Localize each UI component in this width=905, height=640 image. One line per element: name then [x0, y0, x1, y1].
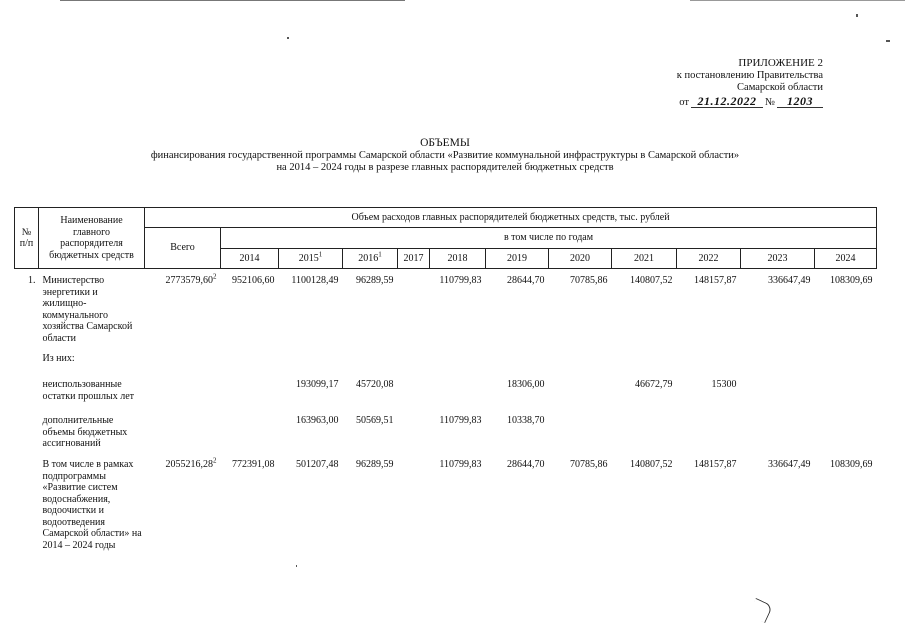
- cell-2024: [815, 345, 877, 376]
- footnote-mark: 2: [213, 272, 217, 281]
- cell-2020: 70785,86: [570, 459, 608, 470]
- cell-2022: [677, 411, 741, 455]
- cell-2018: [430, 345, 486, 376]
- row-num: [15, 376, 39, 411]
- cell-2022: 148157,87: [694, 275, 737, 286]
- row-total: 2773579,60$^2$: [165, 272, 217, 286]
- from-label: от: [679, 96, 689, 108]
- year-label: 2016: [358, 252, 379, 264]
- cell-2014: [221, 345, 279, 376]
- year-label: 2014: [239, 252, 260, 264]
- cell-2020: [549, 345, 612, 376]
- row-name: дополнительные объемы бюджетных ассигнований: [42, 415, 128, 449]
- scan-speck: [886, 40, 890, 42]
- cell-2018: 110799,83: [439, 459, 482, 470]
- handwritten-date: 21.12.2022: [691, 95, 763, 109]
- header-year-2021: [612, 249, 677, 269]
- cell-2014: 772391,08: [232, 459, 275, 470]
- header-year-2018: [430, 249, 486, 269]
- header-year-2024: [815, 249, 877, 269]
- cell-2021: 140807,52: [630, 459, 673, 470]
- header-year-2014: [221, 249, 279, 269]
- header-year-2022: [677, 249, 741, 269]
- scan-edge-line: [690, 0, 905, 1]
- table-header-row: [15, 208, 877, 228]
- cell-2024: [815, 411, 877, 455]
- table-body: [15, 269, 877, 570]
- year-label: 2017: [403, 252, 424, 264]
- table-row: [15, 455, 877, 569]
- year-label: 2015: [298, 252, 319, 264]
- table-row: [15, 269, 877, 346]
- scan-speck: [856, 14, 858, 17]
- year-label: 2019: [507, 252, 527, 264]
- year-label: 2018: [447, 252, 468, 264]
- row-num: [15, 411, 39, 455]
- header-year-2023: [741, 249, 815, 269]
- cell-2017: [398, 269, 430, 346]
- cell-2023: 336647,49: [768, 459, 811, 470]
- footnote-mark: 1: [378, 250, 382, 259]
- year-label: 2020: [570, 252, 590, 264]
- number-label: №: [764, 96, 775, 108]
- row-name: Министерство энергетики и жилищно-коммунального хозяйства Самарской области: [42, 275, 133, 344]
- appendix-block: [603, 57, 823, 109]
- cell-2023: 336647,49: [768, 275, 811, 286]
- financing-table: [14, 207, 877, 569]
- header-year-2017: [398, 249, 430, 269]
- table-row: [15, 345, 877, 376]
- cell-2024: 108309,69: [830, 459, 873, 470]
- cell-2017: [398, 376, 430, 411]
- row-total: 2055216,28$^2$: [165, 456, 217, 470]
- cell-2015: 163963,00: [296, 415, 339, 426]
- year-label: 2023: [767, 252, 788, 264]
- cell-2019: 28644,70: [507, 275, 545, 286]
- cell-2019: 28644,70: [507, 459, 545, 470]
- cell-2014: [221, 411, 279, 455]
- cell-2023: [741, 411, 815, 455]
- footnote-mark: 1: [318, 250, 323, 259]
- header-year-2019: [486, 249, 549, 269]
- heading-line: финансирования государственной программы Самарской области «Развитие коммунальной инфраструктуры в Самарской области»: [150, 149, 740, 161]
- cell-2024: 108309,69: [830, 275, 873, 286]
- cell-2021: [612, 345, 677, 376]
- appendix-title: ПРИЛОЖЕНИЕ 2: [738, 57, 823, 69]
- cell-2017: [398, 345, 430, 376]
- header-volume: Объем расходов главных распорядителей бюджетных средств, тыс. рублей: [145, 208, 877, 228]
- cell-2016: 45720,08: [356, 379, 394, 390]
- cell-2015: 193099,17: [296, 379, 339, 390]
- row-total: [145, 376, 221, 411]
- year-label: 2022: [698, 252, 719, 264]
- cell-2018: 110799,83: [439, 275, 482, 286]
- pen-mark: [748, 598, 773, 623]
- year-label: 2024: [835, 252, 856, 264]
- cell-2017: [398, 455, 430, 569]
- scan-speck: [296, 565, 297, 567]
- cell-2023: [741, 345, 815, 376]
- cell-2021: [612, 411, 677, 455]
- cell-2015: 501207,48: [296, 459, 339, 470]
- heading-line: на 2014 – 2024 годы в разрезе главных распорядителей бюджетных средств: [276, 162, 614, 173]
- appendix-line: к постановлению Правительства: [676, 69, 823, 81]
- cell-2019: 10338,70: [507, 415, 545, 426]
- row-total: [145, 411, 221, 455]
- cell-2023: [741, 376, 815, 411]
- row-num: [15, 345, 39, 376]
- cell-2020: [549, 376, 612, 411]
- cell-2016: 50569,51: [356, 415, 394, 426]
- document-heading: [60, 137, 830, 175]
- row-name: неиспользованные остатки прошлых лет: [42, 379, 134, 402]
- cell-2020: 70785,86: [570, 275, 608, 286]
- header-year-2020: [549, 249, 612, 269]
- scan-edge-line: [60, 0, 405, 1]
- cell-2016: 96289,59: [356, 275, 394, 286]
- cell-2015: [279, 345, 343, 376]
- cell-2021: 140807,52: [630, 275, 673, 286]
- row-num: 1.: [28, 275, 36, 286]
- cell-2018: [430, 376, 486, 411]
- cell-2016: [343, 345, 398, 376]
- cell-2019: 18306,00: [507, 379, 545, 390]
- table-row: [15, 411, 877, 455]
- cell-2017: [398, 411, 430, 455]
- cell-2020: [549, 411, 612, 455]
- year-label: 2021: [634, 252, 654, 264]
- cell-2022: 148157,87: [694, 459, 737, 470]
- row-name: В том числе в рамках подпрограммы «Развитие систем водоснабжения, водоочистки и водоотведения Самарской области» на 2014 – 2024 годы: [42, 459, 142, 551]
- cell-2021: 46672,79: [635, 379, 673, 390]
- cell-2019: [486, 345, 549, 376]
- footnote-mark: 2: [213, 456, 217, 465]
- header-year-2016: [343, 249, 398, 269]
- table-header-row: [15, 228, 877, 249]
- cell-2024: [815, 376, 877, 411]
- header-by-years: в том числе по годам: [221, 228, 877, 249]
- cell-2022: 15300: [711, 379, 737, 390]
- header-year-2015: [279, 249, 343, 269]
- heading-title: ОБЪЕМЫ: [420, 137, 470, 149]
- row-total: [145, 345, 221, 376]
- cell-2014: 952106,60: [232, 275, 275, 286]
- appendix-line: Самарской области: [737, 82, 823, 93]
- handwritten-number: 1203: [777, 95, 823, 109]
- appendix-date-line: [679, 95, 823, 110]
- cell-2022: [677, 345, 741, 376]
- row-num: [15, 455, 39, 569]
- cell-2015: 1100128,49: [291, 275, 339, 286]
- header-total: Всего: [145, 228, 221, 269]
- header-num: № п/п: [15, 208, 39, 269]
- cell-2016: 96289,59: [356, 459, 394, 470]
- scan-speck: [287, 37, 289, 39]
- header-name: Наименование главного распорядителя бюджетных средств: [39, 208, 145, 269]
- table-row: [15, 376, 877, 411]
- cell-2014: [221, 376, 279, 411]
- row-name: Из них:: [42, 353, 75, 364]
- cell-2018: 110799,83: [439, 415, 482, 426]
